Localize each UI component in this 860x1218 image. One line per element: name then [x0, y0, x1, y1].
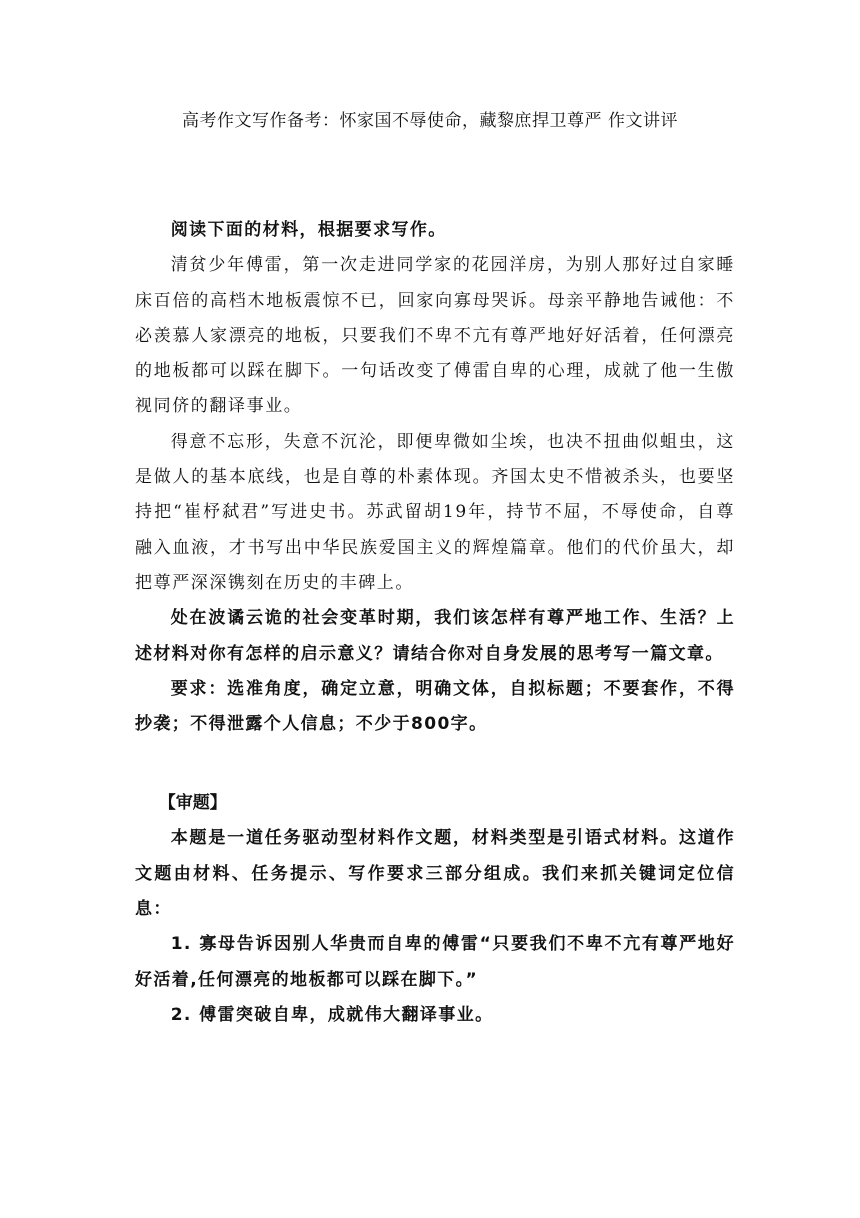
analysis-heading: 【审题】 [158, 793, 227, 814]
material-paragraph-2: 得意不忘形，失意不沉沦，即便卑微如尘埃，也决不扭曲似蛆虫，这是做人的基本底线，也是自尊的朴素体现。齐国太史不惜被杀头，也要坚持把“崔杼弑君”写进史书。苏武留胡19年，持节不屈，不辱使命，自尊融入血液，才书写出中华民族爱国主义的辉煌篇章。他们的代价虽大，却把尊严深深镌刻在历史的丰碑上。 [135, 431, 735, 593]
document-title: 高考作文写作备考：怀家国不辱使命，藏黎庶捍卫尊严 作文讲评 [182, 111, 678, 131]
analysis-point-1: 1. 寡母告诉因别人华贵而自卑的傅雷“只要我们不卑不亢有尊严地好好活着,任何漂亮的地板都可以踩在脚下。” [135, 934, 735, 990]
document-body [135, 213, 735, 1033]
writing-requirement: 要求：选准角度，确定立意，明确文体，自拟标题；不要套作，不得抄袭；不得泄露个人信息；不少于800字。 [135, 678, 735, 735]
analysis-point-2: 2. 傅雷突破自卑，成就伟大翻译事业。 [170, 1004, 494, 1025]
task-prompt: 处在波谲云诡的社会变革时期，我们该怎样有尊严地工作、生活？上述材料对你有怎样的启示意义？请结合你对自身发展的思考写一篇文章。 [135, 608, 735, 664]
material-paragraph-1: 清贫少年傅雷，第一次走进同学家的花园洋房，为别人那好过自家睡床百倍的高档木地板震惊不已，回家向寡母哭诉。母亲平静地告诫他：不必羡慕人家漂亮的地板，只要我们不卑不亢有尊严地好好活着，任何漂亮的地板都可以踩在脚下。一句话改变了傅雷自卑的心理，成就了他一生傲视同侪的翻译事业。 [135, 255, 735, 417]
analysis-intro: 本题是一道任务驱动型材料作文题，材料类型是引语式材料。这道作文题由材料、任务提示、写作要求三部分组成。我们来抓关键词定位信息： [135, 828, 735, 920]
material-instruction: 阅读下面的材料，根据要求写作。 [170, 220, 447, 240]
section-spacer [135, 742, 735, 786]
